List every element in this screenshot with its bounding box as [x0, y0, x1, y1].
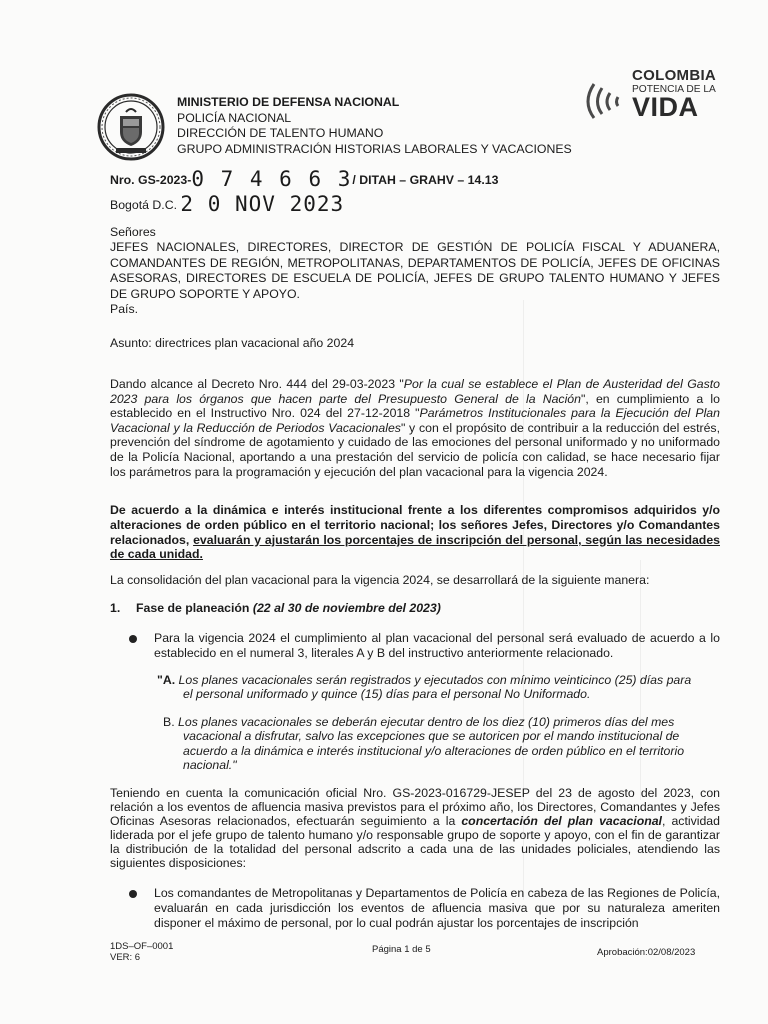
text-run: Los planes vacacionales se deberán ejecutar dentro de los diez (10) primeros días del mes [174, 715, 675, 729]
brand-text [632, 68, 716, 121]
text-run: Dando alcance al Decreto Nro. 444 del 29-03-2023 " [110, 377, 404, 391]
text-run: " y con el propósito de contribuir a la reducción del estrés, prevención del síndrome de agotamiento y cuidado de las emociones del personal uniformado y no uniformado de la Policía Nacional, aportando a una prestación del servicio de policía con calidad, se hace necesario fijar los parámetros para la programación y ejecución del plan vacacional para la vigencia 2024. [110, 420, 720, 479]
ministry-line: MINISTERIO DE DEFENSA NACIONAL [177, 95, 400, 109]
reference-suffix: / DITAH – GRAHV – 14.13 [352, 173, 499, 187]
page-number: Página 1 de 5 [372, 944, 431, 955]
subject-line: Asunto: directrices plan vacacional año 2024 [110, 336, 355, 350]
recipient-names: JEFES NACIONALES, DIRECTORES, DIRECTOR DE GESTIÓN DE POLICÍA FISCAL Y ADUANERA, COMANDANTES DE REGIÓN, METROPOLITANAS, DEPARTAMENTOS DE POLICÍA, JEFES DE OFICINAS ASESORAS, DIRECTORES DE ESCUELA DE POLICÍA, JEFES DE GRUPO TALENTO HUMANO Y JEFES DE GRUPO SOPORTE Y APOYO. [110, 240, 720, 301]
section-dates: (22 al 30 de noviembre del 2023) [252, 601, 441, 615]
salutation: Señores [110, 225, 156, 239]
stamped-date: 2 0 NOV 2023 [180, 192, 345, 216]
ministry-line: GRUPO ADMINISTRACIÓN HISTORIAS LABORALES Y VACACIONES [177, 141, 572, 156]
section-title: Fase de planeación [136, 601, 250, 615]
form-version: VER: 6 [110, 952, 141, 963]
text-run: Teniendo en cuenta la comunicación oficial Nro. GS-2023-016729-JESEP del 23 de agosto del 2023, con relación a los eventos de afluencia masiva previstos para el próximo año, los Directores, Comandantes y Jefes Oficinas Asesoras relacionados, efectuarán seguimiento a la [110, 786, 720, 829]
city: Bogotá D.C. [110, 198, 177, 212]
bullet-icon [129, 635, 137, 643]
ministry-line: DIRECCIÓN DE TALENTO HUMANO [177, 126, 384, 141]
reference-number [110, 167, 498, 191]
emphasis-text: concertación del plan vacacional [461, 814, 662, 829]
bullet-item: Para la vigencia 2024 el cumplimiento al plan vacacional del personal será evaluado de acuerdo a lo establecido en el numeral 3, literales A y B del instructivo anteriormente relacionado. [154, 631, 720, 660]
instructive-title: Parámetros Institucionales para la Ejecución del Plan Vacacional y la Reducción de Periodos Vacacionales [110, 406, 720, 435]
footer-code [110, 941, 173, 963]
approval-date: Aprobación:02/08/2023 [597, 947, 696, 958]
underlined-text: evaluarán y ajustarán los porcentajes de inscripción del personal, según las necesidades de cada unidad. [110, 532, 720, 562]
brand-line2: POTENCIA DE LA [632, 84, 716, 95]
text-run: vacacional a disfrutar, salvo las excepciones que se autoricen por el mando institucional de acuerdo a la dinámica e interés institucional y/o alteraciones de orden público en el territorio nacional." [183, 729, 685, 773]
quote-label: B. [163, 715, 175, 729]
paragraph-consolidation: La consolidación del plan vacacional para la vigencia 2024, se desarrollará de la siguiente manera: [110, 573, 650, 587]
text-run: Los planes vacacionales serán registrados y ejecutados con mínimo veinticinco (25) días para [175, 673, 692, 687]
paragraph-followup [110, 786, 720, 871]
form-code: 1DS–OF–0001 [110, 941, 174, 952]
police-seal-icon [96, 92, 166, 162]
recipients [110, 225, 720, 317]
country: País. [110, 302, 139, 317]
quote-b [163, 715, 720, 773]
text-run: , actividad liderada por el jefe grupo de talento humano y/o responsable grupo de soporte y apoyo, con el fin de garantizar la distribución de la totalidad del personal adscrito a cada una de las unidades policiales, atendiendo las siguientes disposiciones: [110, 814, 720, 871]
paragraph-bold [110, 503, 720, 562]
bullet-item: Los comandantes de Metropolitanas y Departamentos de Policía en cabeza de las Regiones de Policía, evaluarán en cada jurisdicción los eventos de afluencia masiva que por su naturaleza ameriten disponer el máximo de personal, por lo cual podrán ajustar los porcentajes de inscripción [154, 886, 720, 930]
ministry-line: POLICÍA NACIONAL [177, 110, 292, 125]
text-run: De acuerdo a la dinámica e interés institucional frente a los diferentes compromisos adquiridos y/o alteraciones de orden público en el territorio nacional; los señores Jefes, Directores y/o Comandantes relacionados, [110, 503, 720, 547]
bullet-icon [129, 890, 137, 898]
text-run: ", en cumplimiento a lo establecido en el Instructivo Nro. 024 del 27-12-2018 " [110, 391, 720, 421]
section-heading [110, 601, 441, 615]
text-run: el personal uniformado y quince (15) días para el personal No Uniformado. [183, 687, 591, 702]
reference-prefix: Nro. GS-2023- [110, 173, 192, 187]
section-number: 1. [110, 601, 121, 615]
date-line [110, 192, 344, 216]
quote-label: "A. [157, 673, 176, 687]
stamped-number: 0 7 4 6 6 3 [191, 167, 353, 191]
brand-line3: VIDA [632, 92, 699, 123]
ministry-header [177, 95, 572, 157]
decree-title: Por la cual se establece el Plan de Austeridad del Gasto 2023 para los órganos que hacen parte del Presupuesto General de la Nación [110, 377, 720, 406]
paragraph-intro [110, 377, 720, 479]
brand-line1: COLOMBIA [632, 67, 717, 84]
quote-a [157, 673, 720, 702]
